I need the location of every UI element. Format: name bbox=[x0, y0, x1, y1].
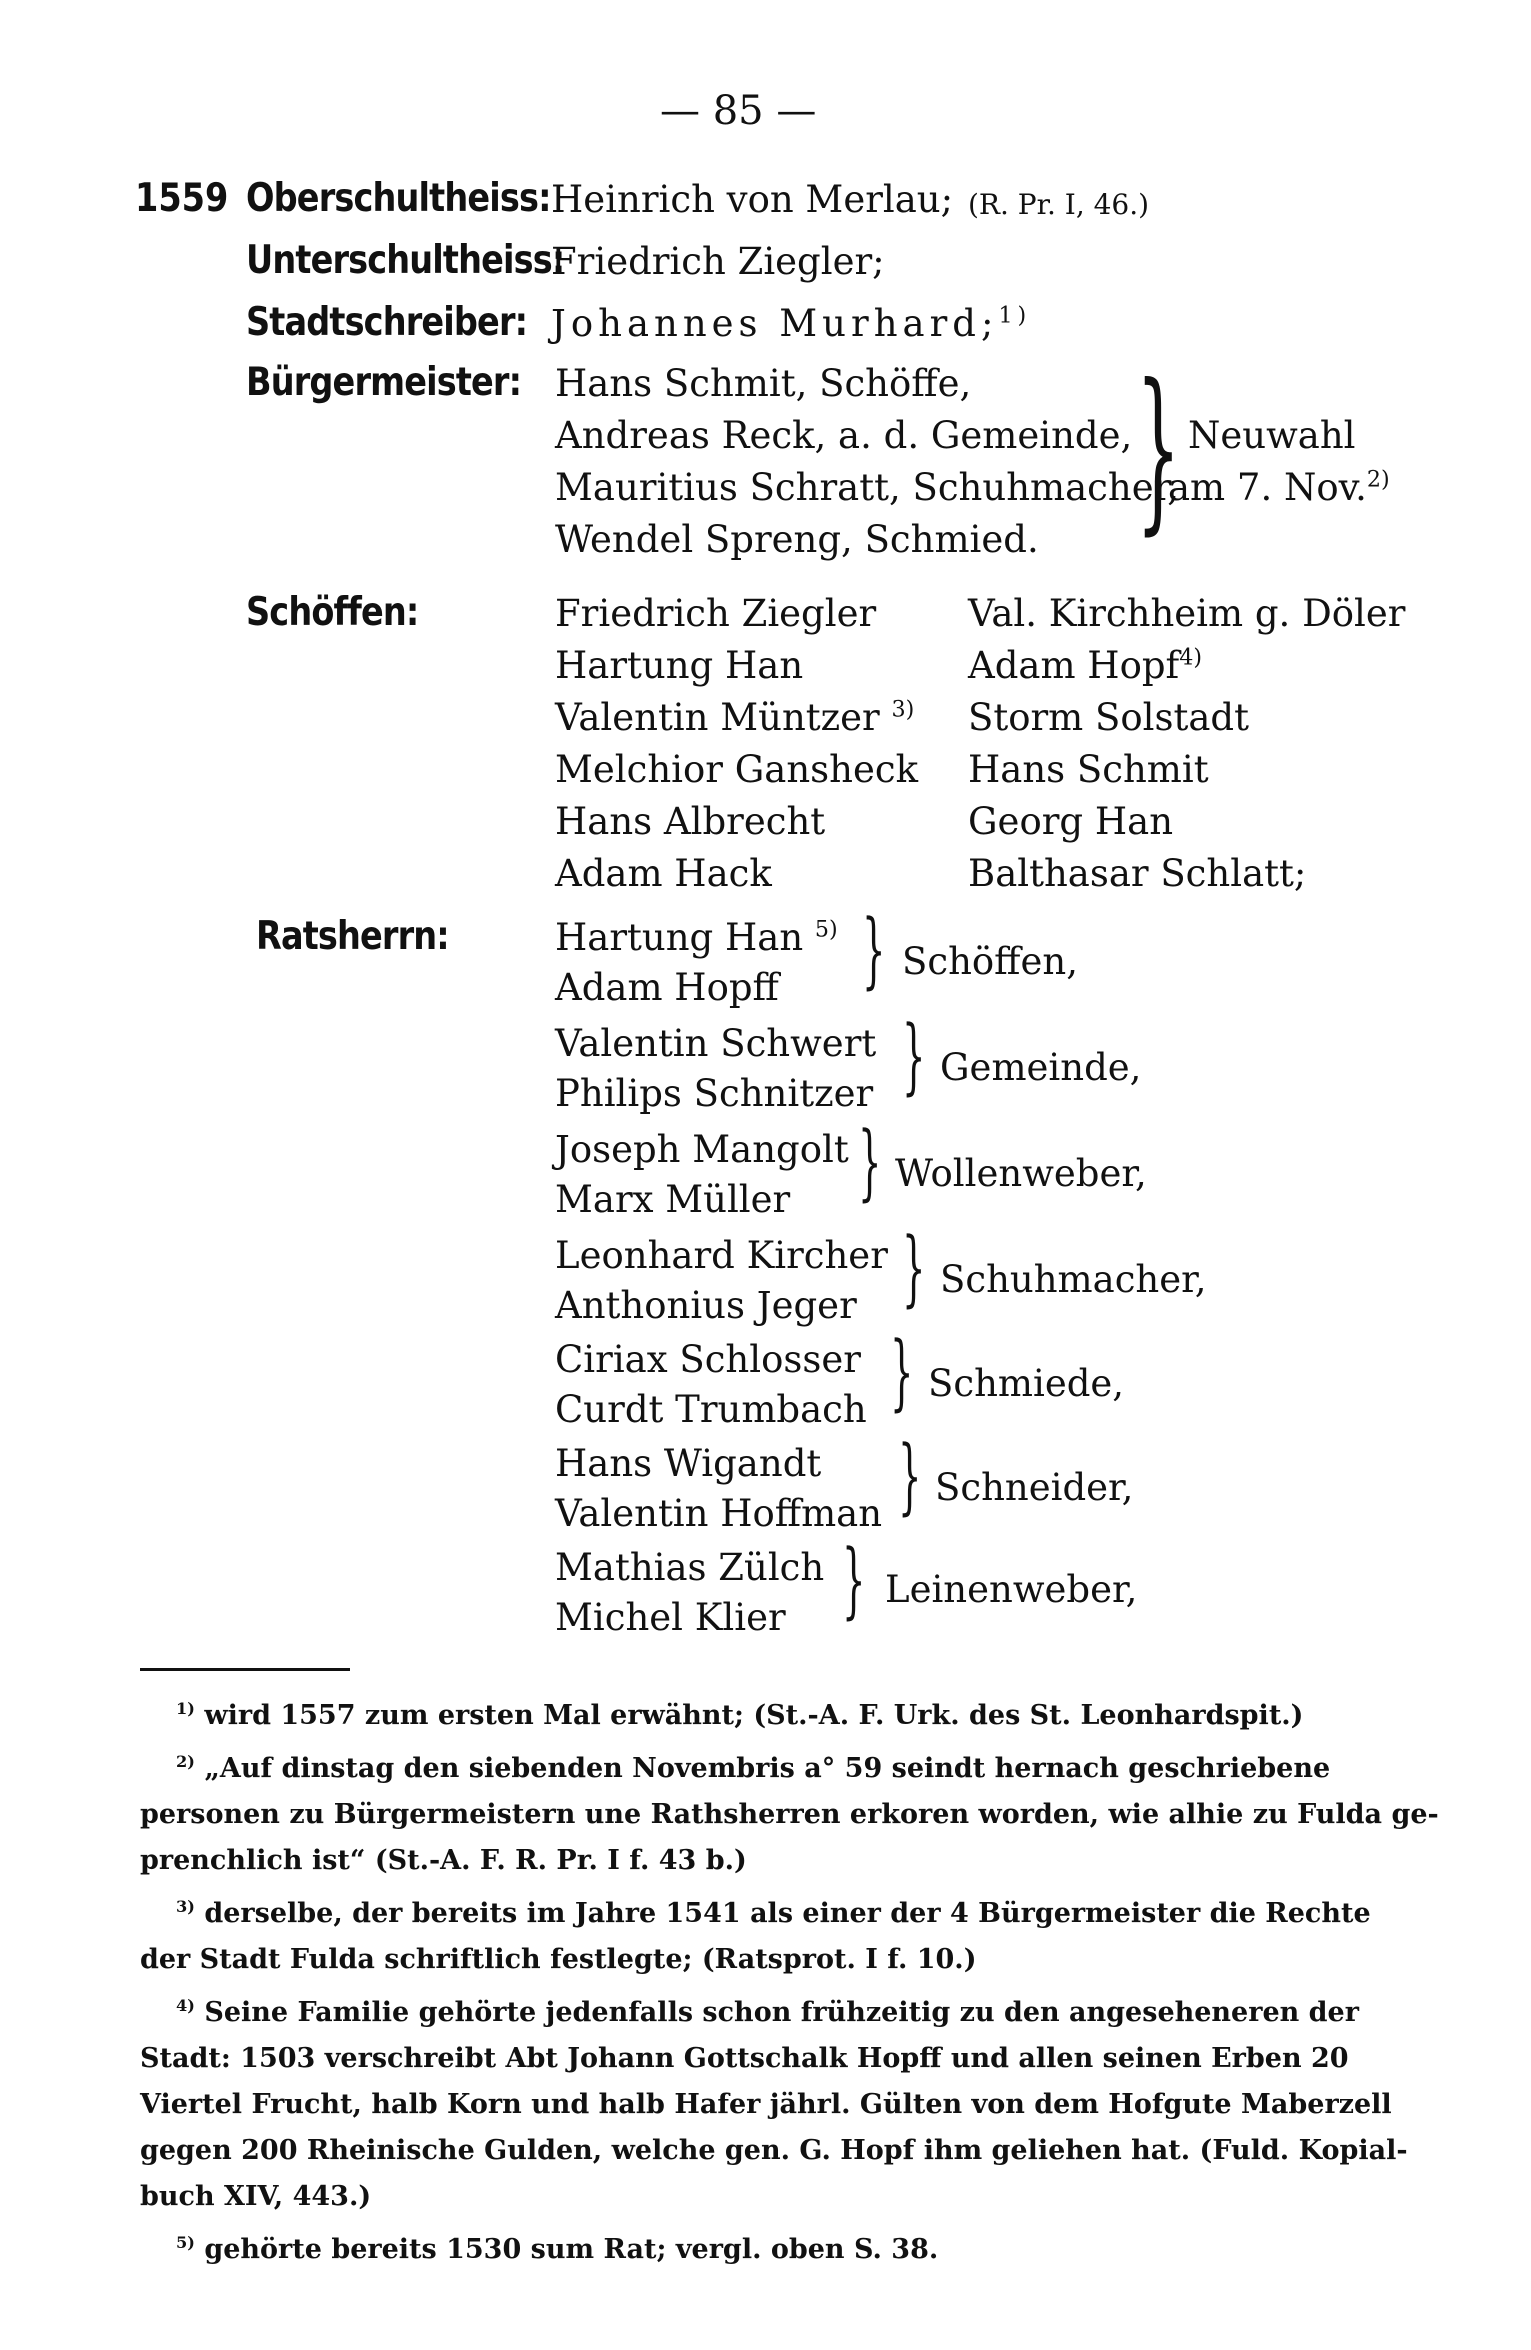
footnote-line: Stadt: 1503 verschreibt Abt Johann Gottschalk Hopff und allen seinen Erben 20 bbox=[140, 2043, 1349, 2074]
buergermeister-name: Mauritius Schratt, Schuhmacher, bbox=[555, 466, 1180, 509]
brace: } bbox=[902, 1009, 926, 1104]
schoeffe-name: Georg Han bbox=[968, 800, 1174, 843]
schoeffe-name: Friedrich Ziegler bbox=[555, 592, 877, 635]
footnote-line: prenchlich ist“ (St.-A. F. R. Pr. I f. 43 b.) bbox=[140, 1845, 747, 1876]
footnote bbox=[140, 1983, 1380, 2036]
neuwahl-note: Neuwahl bbox=[1188, 414, 1356, 457]
footnote-mark: 3) bbox=[176, 1897, 195, 1916]
ratsherrn-label: Ratsherrn: bbox=[256, 914, 449, 959]
ratsherr-name: Valentin Hoffman bbox=[555, 1492, 883, 1535]
footnote-ref: 1) bbox=[998, 302, 1032, 329]
ratsherr-name: Michel Klier bbox=[555, 1596, 786, 1639]
stadtschreiber-label: Stadtschreiber: bbox=[246, 300, 528, 345]
footnote-mark: 4) bbox=[176, 1996, 195, 2015]
ratsherr-name: Philips Schnitzer bbox=[555, 1072, 874, 1115]
buergermeister-name: Hans Schmit, Schöffe, bbox=[555, 362, 972, 405]
brace: } bbox=[898, 1429, 922, 1524]
footnote-ref: 3) bbox=[891, 696, 915, 723]
schoeffe-name: Melchior Gansheck bbox=[555, 748, 919, 791]
buergermeister-label: Bürgermeister: bbox=[246, 360, 522, 405]
brace: } bbox=[902, 1221, 926, 1316]
page-number: — 85 — bbox=[660, 88, 817, 134]
schoeffe-name: Hans Albrecht bbox=[555, 800, 826, 843]
ratsherrn-group: Schneider, bbox=[935, 1466, 1134, 1509]
ratsherr-name: Curdt Trumbach bbox=[555, 1388, 867, 1431]
ratsherr-name: Ciriax Schlosser bbox=[555, 1338, 861, 1381]
ratsherrn-group: Wollenweber, bbox=[895, 1152, 1147, 1195]
schoeffe-name: Hartung Han bbox=[555, 644, 804, 687]
footnote bbox=[140, 1686, 1380, 1739]
ratsherr-name: Anthonius Jeger bbox=[555, 1284, 857, 1327]
brace: } bbox=[862, 903, 886, 998]
footnote-text: „Auf dinstag den siebenden Novembris a° 59 seindt hernach geschriebene bbox=[204, 1753, 1331, 1784]
unterschultheiss-label: Unterschultheiss: bbox=[246, 238, 565, 283]
footnote-line: gegen 200 Rheinische Gulden, welche gen. G. Hopf ihm geliehen hat. (Fuld. Kopial- bbox=[140, 2135, 1408, 2166]
ratsherr-name: Hans Wigandt bbox=[555, 1442, 822, 1485]
brace: } bbox=[858, 1115, 882, 1210]
stadtschreiber-value: Johannes Murhard;$^{1)}$ bbox=[551, 302, 1032, 345]
footnote-text: wird 1557 zum ersten Mal erwähnt; (St.-A. F. Urk. des St. Leonhardspit.) bbox=[204, 1700, 1304, 1731]
buergermeister-name: Andreas Reck, a. d. Gemeinde, bbox=[555, 414, 1133, 457]
ratsherrn-group: Schöffen, bbox=[902, 940, 1078, 983]
ratsherr-name: Mathias Zülch bbox=[555, 1546, 825, 1589]
oberschultheiss-ref: (R. Pr. I, 46.) bbox=[968, 188, 1150, 221]
schoeffe-name: Valentin Müntzer $^{3)}$ bbox=[555, 696, 915, 739]
schoeffen-label: Schöffen: bbox=[246, 590, 419, 635]
buergermeister-name: Wendel Spreng, Schmied. bbox=[555, 518, 1039, 561]
footnote-ref: 4) bbox=[1179, 644, 1203, 671]
ratsherrn-group: Schuhmacher, bbox=[940, 1258, 1207, 1301]
ratsherr-name: Joseph Mangolt bbox=[555, 1128, 849, 1171]
ratsherrn-group: Leinenweber, bbox=[885, 1568, 1138, 1611]
schoeffe-name: Adam Hack bbox=[555, 852, 772, 895]
footnote-text: Seine Familie gehörte jedenfalls schon frühzeitig zu den angeseheneren der bbox=[204, 1997, 1359, 2028]
footnote-line: personen zu Bürgermeistern une Rathsherren erkoren worden, wie alhie zu Fulda ge- bbox=[140, 1799, 1439, 1830]
ratsherr-name: Hartung Han $^{5)}$ bbox=[555, 916, 838, 959]
footnote-mark: 5) bbox=[176, 2233, 195, 2252]
ratsherr-name: Adam Hopff bbox=[555, 966, 779, 1009]
footnote bbox=[140, 1739, 1380, 1792]
footnote-mark: 2) bbox=[176, 1752, 195, 1771]
footnotes bbox=[140, 1686, 1439, 2273]
schoeffe-name: Storm Solstadt bbox=[968, 696, 1249, 739]
footnote-text: gehörte bereits 1530 sum Rat; vergl. oben S. 38. bbox=[204, 2234, 939, 2265]
schoeffe-name: Hans Schmit bbox=[968, 748, 1209, 791]
ratsherr-name: Leonhard Kircher bbox=[555, 1234, 888, 1277]
brace: } bbox=[890, 1325, 914, 1420]
footnote-ref: 2) bbox=[1366, 466, 1390, 493]
footnote-mark: 1) bbox=[176, 1699, 195, 1718]
footnote-line: buch XIV, 443.) bbox=[140, 2181, 372, 2212]
ratsherr-name: Marx Müller bbox=[555, 1178, 791, 1221]
footnote-line: Viertel Frucht, halb Korn und halb Hafer jährl. Gülten von dem Hofgute Maberzell bbox=[140, 2089, 1392, 2120]
footnote-ref: 5) bbox=[814, 916, 838, 943]
oberschultheiss-label: Oberschultheiss: bbox=[246, 176, 551, 221]
footnote-rule bbox=[140, 1668, 350, 1671]
brace: } bbox=[1136, 348, 1181, 551]
ratsherrn-group: Gemeinde, bbox=[940, 1046, 1142, 1089]
brace: } bbox=[842, 1533, 866, 1628]
year: 1559 bbox=[135, 176, 229, 221]
footnote bbox=[140, 2220, 1380, 2273]
unterschultheiss-value: Friedrich Ziegler; bbox=[551, 240, 885, 283]
schoeffe-name: Adam Hopf$^{4)}$ bbox=[968, 644, 1203, 687]
ratsherr-name: Valentin Schwert bbox=[555, 1022, 877, 1065]
footnote-line: der Stadt Fulda schriftlich festlegte; (Ratsprot. I f. 10.) bbox=[140, 1944, 977, 1975]
footnote bbox=[140, 1884, 1380, 1937]
schoeffe-name: Balthasar Schlatt; bbox=[968, 852, 1307, 895]
footnote-text: derselbe, der bereits im Jahre 1541 als einer der 4 Bürgermeister die Rechte bbox=[204, 1898, 1371, 1929]
oberschultheiss-value: Heinrich von Merlau; bbox=[551, 178, 954, 221]
ratsherrn-group: Schmiede, bbox=[928, 1362, 1125, 1405]
schoeffe-name: Val. Kirchheim g. Döler bbox=[968, 592, 1406, 635]
neuwahl-date: am 7. Nov.$^{2)}$ bbox=[1168, 466, 1390, 509]
